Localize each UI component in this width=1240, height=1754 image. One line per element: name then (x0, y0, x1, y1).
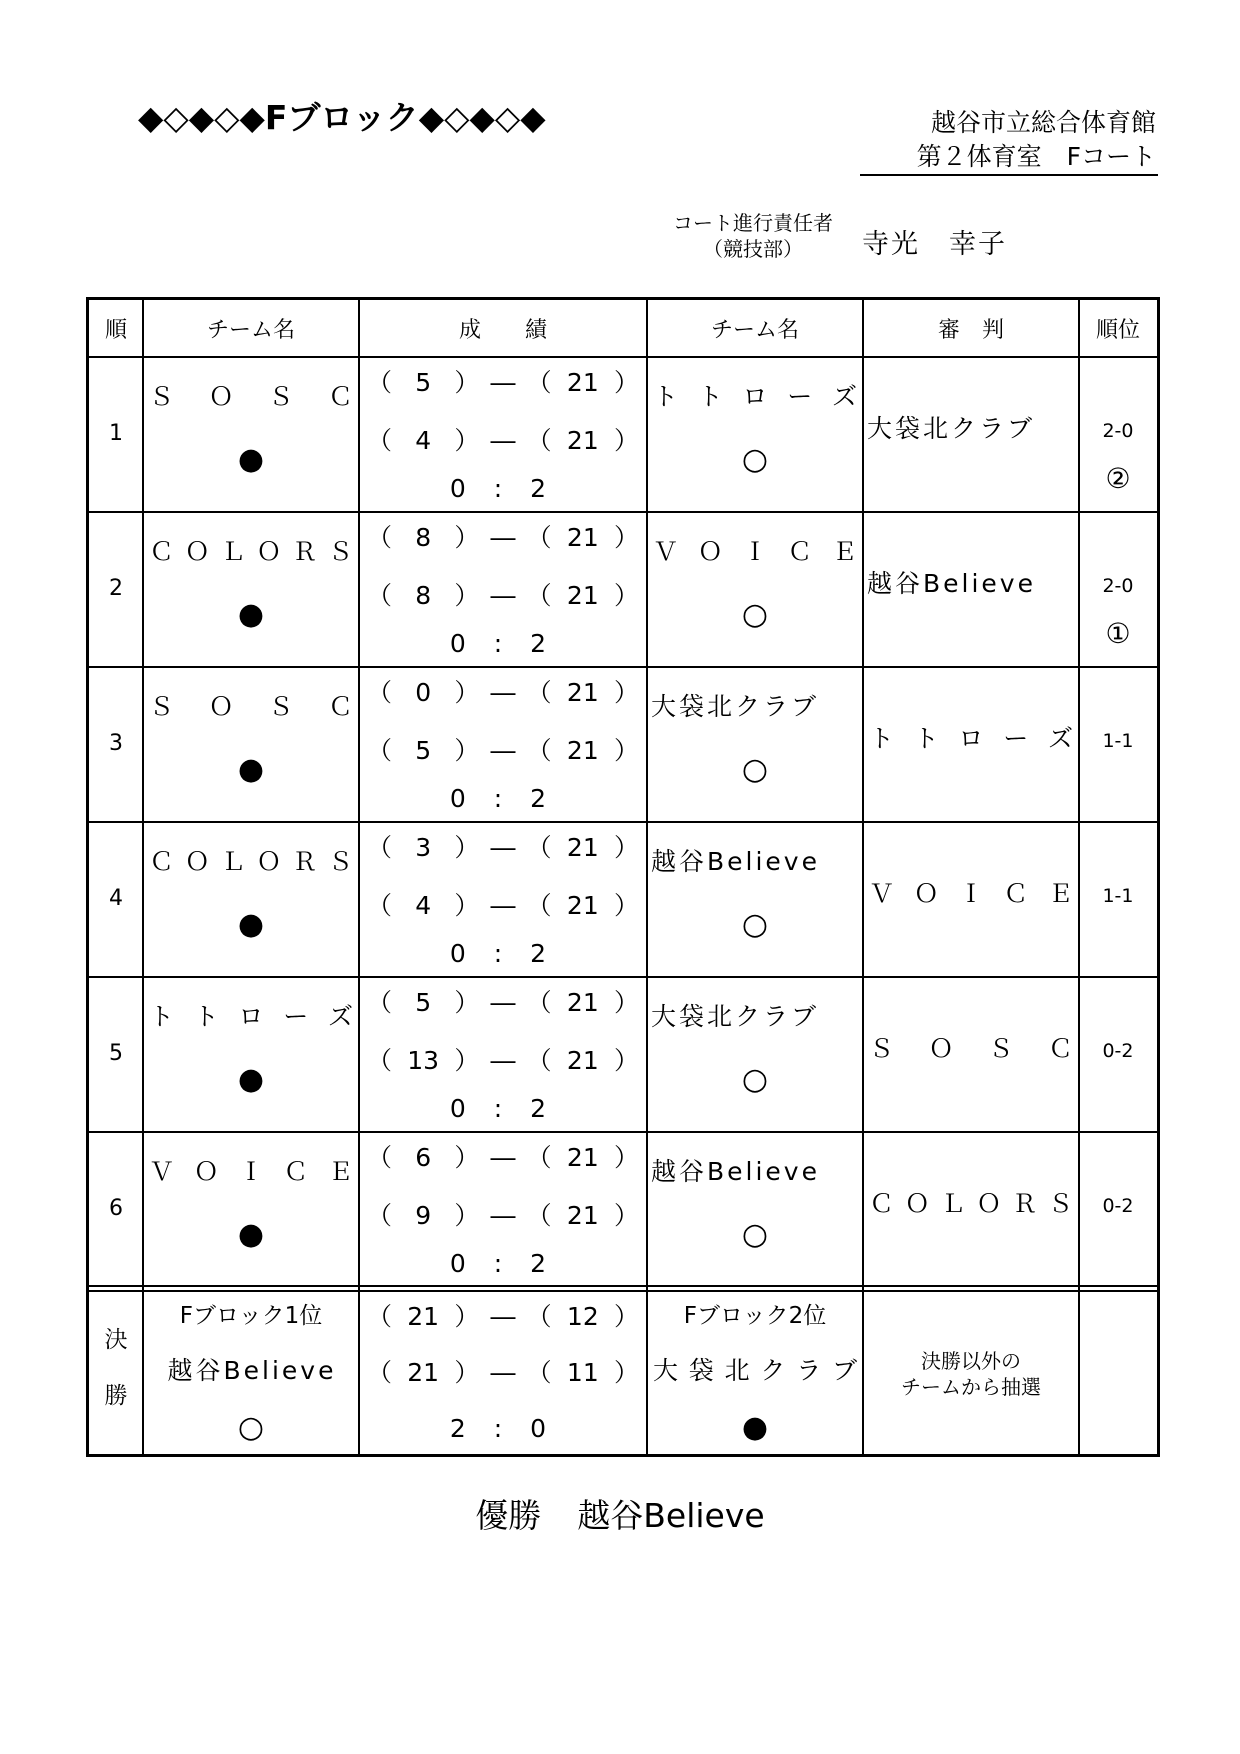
score-punct: ） (454, 1201, 480, 1230)
team-b-name: 越谷Believe (651, 847, 820, 876)
team-b-name-char: ト (653, 382, 679, 411)
block-title: ◆◇◆◇◆Fブロック◆◇◆◇◆ (138, 98, 546, 137)
score-punct: （ (526, 368, 552, 397)
final-team-a-name: 越谷Believe (167, 1356, 337, 1385)
score-punct: （ (367, 1302, 393, 1331)
team-b-name-char: Ｃ (787, 537, 813, 566)
score-punct: ― (490, 678, 516, 707)
score-punct: （ (526, 426, 552, 455)
match-number-cell (89, 666, 143, 821)
score-cell (359, 821, 647, 976)
match-result: 0 : 2 (449, 784, 557, 813)
score-punct: ） (613, 426, 639, 455)
score-punct: （ (367, 523, 393, 552)
score-punct: （ (526, 736, 552, 765)
rank-record: 0-2 (1102, 1195, 1134, 1217)
team-a-name (149, 1157, 353, 1187)
referee-name-char: Ｓ (869, 1034, 895, 1063)
score-punct: ） (613, 523, 639, 552)
rank-cell (1079, 1131, 1157, 1286)
set-points: 12 (566, 1302, 599, 1331)
set-points: 21 (566, 891, 599, 920)
set-points: 21 (566, 426, 599, 455)
score-punct: （ (367, 833, 393, 862)
score-punct: （ (367, 426, 393, 455)
score-punct: ） (454, 988, 480, 1017)
final-team-a-cell (143, 1290, 359, 1454)
score-punct: ） (613, 368, 639, 397)
score-punct: ） (613, 891, 639, 920)
set-points: 4 (415, 891, 432, 920)
score-punct: （ (367, 678, 393, 707)
team-a-name-char: Ｃ (149, 847, 175, 876)
score-punct: ） (613, 1143, 639, 1172)
score-punct: ） (454, 523, 480, 552)
header-order: 順 (104, 317, 127, 343)
score-punct: （ (526, 988, 552, 1017)
team-a-name-char: Ｏ (184, 847, 210, 876)
set-points: 21 (566, 988, 599, 1017)
score-punct: ） (454, 1046, 480, 1075)
score-punct: （ (526, 581, 552, 610)
final-team-b-mark: ● (741, 1410, 769, 1445)
champion-line (0, 1490, 1240, 1537)
set-points: 3 (415, 833, 432, 862)
rank-record: 0-2 (1102, 1040, 1134, 1062)
score-punct: （ (367, 891, 393, 920)
team-a-name-char: ト (193, 1002, 219, 1031)
header-score: 成 績 (458, 317, 547, 343)
rank-record: 2-0 (1102, 420, 1134, 442)
final-team-b-name-char: ラ (796, 1356, 822, 1385)
responsible-name: 寺光 幸子 (862, 229, 1007, 260)
referee-name (869, 1034, 1073, 1064)
final-label-top: 決 (104, 1327, 128, 1353)
set-score (367, 988, 639, 1018)
match-number-cell (89, 356, 143, 511)
referee-name (869, 724, 1073, 754)
match-result: 0 : 2 (449, 629, 557, 658)
team-a-name-char: Ｓ (149, 382, 175, 411)
score-punct: （ (526, 1302, 552, 1331)
team-b-name (653, 537, 857, 567)
score-punct: ― (490, 1143, 516, 1172)
team-b-cell (647, 1131, 863, 1286)
match-result: 0 : 2 (449, 474, 557, 503)
final-result: 2 : 0 (449, 1414, 557, 1443)
score-punct: ） (454, 581, 480, 610)
referee-name-char: Ｏ (904, 1189, 930, 1218)
team-a-name-char: Ｉ (238, 1157, 264, 1186)
team-b-mark: ○ (741, 442, 769, 477)
set-score (367, 581, 639, 611)
referee-name-char: Ｃ (1047, 1034, 1073, 1063)
results-table (86, 297, 1160, 1457)
score-punct: ） (613, 1046, 639, 1075)
team-a-name-char: Ｃ (283, 1157, 309, 1186)
team-b-name-char: Ｉ (742, 537, 768, 566)
team-a-name-char: Ｏ (208, 692, 234, 721)
score-punct: ） (613, 1358, 639, 1387)
rank-cell (1079, 511, 1157, 666)
referee-name-char: Ｓ (988, 1034, 1014, 1063)
team-a-name-char: Ｏ (208, 382, 234, 411)
venue-underline (860, 174, 1158, 176)
set-points: 13 (407, 1046, 440, 1075)
score-punct: ― (490, 891, 516, 920)
score-punct: （ (367, 1046, 393, 1075)
score-punct: ） (454, 1143, 480, 1172)
team-a-cell (143, 511, 359, 666)
header-rank: 順位 (1095, 317, 1140, 343)
match-number: 1 (109, 421, 123, 446)
match-number-cell (89, 976, 143, 1131)
team-a-mark: ● (237, 442, 265, 477)
score-punct: ） (613, 833, 639, 862)
referee-name-char: Ｏ (928, 1034, 954, 1063)
team-a-cell (143, 976, 359, 1131)
referee-name-char: Ｌ (940, 1189, 966, 1218)
team-a-name-char: Ｃ (327, 382, 353, 411)
rank-cell (1079, 821, 1157, 976)
set-points: 21 (566, 1143, 599, 1172)
score-punct: ） (454, 833, 480, 862)
venue-name: 越谷市立総合体育館 (930, 108, 1156, 137)
venue-room: 第２体育室 Fコート (916, 142, 1156, 171)
team-b-mark: ○ (741, 597, 769, 632)
responsible-label-title: コート進行責任者 (673, 211, 833, 235)
set-points: 21 (566, 678, 599, 707)
team-b-mark: ○ (741, 907, 769, 942)
team-b-name-char: ロ (742, 382, 768, 411)
score-punct: ） (613, 1201, 639, 1230)
team-a-name-char: Ｓ (327, 537, 353, 566)
referee-name: 大袋北クラブ (867, 414, 1036, 443)
team-a-name (149, 847, 353, 877)
score-punct: ― (490, 426, 516, 455)
score-punct: （ (526, 1201, 552, 1230)
referee-name-char: Ｃ (869, 1189, 895, 1218)
team-b-cell (647, 511, 863, 666)
final-team-b-name-char: 袋 (688, 1356, 714, 1385)
team-a-cell (143, 356, 359, 511)
referee-name-char: ト (869, 724, 895, 753)
set-score (367, 523, 639, 553)
score-punct: （ (367, 1143, 393, 1172)
match-number-cell (89, 1131, 143, 1286)
set-score (367, 678, 639, 708)
team-b-name: 大袋北クラブ (651, 1002, 820, 1031)
team-a-name-char: Ｓ (149, 692, 175, 721)
set-points: 8 (415, 581, 432, 610)
score-punct: ） (454, 678, 480, 707)
team-a-mark: ● (237, 907, 265, 942)
team-a-name-char: Ｏ (193, 1157, 219, 1186)
set-score (367, 833, 639, 863)
team-b-mark: ○ (741, 752, 769, 787)
score-punct: ） (613, 581, 639, 610)
set-points: 6 (415, 1143, 432, 1172)
set-points: 21 (566, 736, 599, 765)
score-punct: ― (490, 988, 516, 1017)
venue (860, 106, 1156, 174)
score-punct: ― (490, 1358, 516, 1387)
score-punct: ― (490, 833, 516, 862)
score-punct: （ (526, 1046, 552, 1075)
final-team-b-cell (647, 1290, 863, 1454)
rank-place: ① (1105, 617, 1131, 650)
set-points: 8 (415, 523, 432, 552)
referee-name-char: Ｏ (913, 879, 939, 908)
final-team-a-mark: ○ (237, 1410, 265, 1445)
set-score (367, 1358, 639, 1388)
score-punct: ― (490, 581, 516, 610)
set-points: 21 (566, 1201, 599, 1230)
team-a-name-char: Ｃ (327, 692, 353, 721)
responsible-label (648, 210, 858, 262)
referee-name-char: Ｏ (976, 1189, 1002, 1218)
final-team-b-name-char: ク (760, 1356, 786, 1385)
referee-name-char: Ｉ (958, 879, 984, 908)
rank-cell (1079, 356, 1157, 511)
header-team-b: チーム名 (710, 317, 799, 343)
team-a-mark: ● (237, 752, 265, 787)
team-a-name-char: ズ (327, 1002, 353, 1031)
score-punct: （ (526, 1143, 552, 1172)
match-number: 2 (109, 576, 123, 601)
set-points: 21 (566, 581, 599, 610)
final-team-a-seed: Fブロック1位 (179, 1303, 323, 1329)
referee-name-char: Ｅ (1047, 879, 1073, 908)
rank-record: 1-1 (1102, 730, 1134, 752)
header-referee: 審 判 (937, 317, 1004, 343)
set-points: 4 (415, 426, 432, 455)
set-score (367, 1046, 639, 1076)
final-referee-cell (863, 1290, 1079, 1454)
final-team-b-name (653, 1356, 857, 1386)
rank-record: 1-1 (1102, 885, 1134, 907)
set-score (367, 1143, 639, 1173)
match-number: 3 (109, 731, 123, 756)
referee-cell (863, 1131, 1079, 1286)
match-number-cell (89, 821, 143, 976)
final-referee-line1: 決勝以外の (921, 1349, 1021, 1373)
team-b-name-char: ー (787, 382, 813, 411)
match-result: 0 : 2 (449, 1249, 557, 1278)
referee-name-char: ロ (958, 724, 984, 753)
team-a-name-char: Ｌ (220, 847, 246, 876)
team-a-mark: ● (237, 1062, 265, 1097)
score-punct: ） (454, 368, 480, 397)
team-b-name-char: Ｖ (653, 537, 679, 566)
score-punct: （ (367, 736, 393, 765)
team-b-name-char: ズ (831, 382, 857, 411)
score-punct: （ (526, 523, 552, 552)
team-a-name-char: ト (149, 1002, 175, 1031)
referee-cell (863, 511, 1079, 666)
score-punct: ） (613, 736, 639, 765)
rank-place: ② (1105, 462, 1131, 495)
score-punct: （ (526, 678, 552, 707)
team-b-name-char: Ｏ (697, 537, 723, 566)
match-result: 0 : 2 (449, 1094, 557, 1123)
score-punct: （ (367, 988, 393, 1017)
referee-cell (863, 666, 1079, 821)
set-points: 21 (566, 833, 599, 862)
score-cell (359, 976, 647, 1131)
team-a-name-char: Ｌ (220, 537, 246, 566)
team-a-name-char: Ｓ (327, 847, 353, 876)
score-punct: （ (367, 581, 393, 610)
team-a-name-char: Ｓ (268, 382, 294, 411)
set-score (367, 426, 639, 456)
score-punct: ） (613, 1302, 639, 1331)
team-a-name (149, 537, 353, 567)
score-punct: （ (526, 833, 552, 862)
team-b-cell (647, 821, 863, 976)
rank-cell (1079, 976, 1157, 1131)
set-score (367, 891, 639, 921)
set-points: 5 (415, 368, 432, 397)
team-b-cell (647, 976, 863, 1131)
score-punct: ― (490, 368, 516, 397)
set-points: 21 (407, 1302, 440, 1331)
set-score (367, 368, 639, 398)
team-a-name (149, 692, 353, 722)
match-number-cell (89, 511, 143, 666)
team-b-name: 越谷Believe (651, 1157, 820, 1186)
score-punct: ） (454, 736, 480, 765)
referee-cell (863, 356, 1079, 511)
set-points: 21 (407, 1358, 440, 1387)
responsible-label-dept: （競技部） (703, 237, 803, 261)
team-a-cell (143, 1131, 359, 1286)
team-a-name-char: Ｒ (292, 847, 318, 876)
set-points: 0 (415, 678, 432, 707)
team-a-name (149, 1002, 353, 1032)
match-number: 5 (109, 1041, 123, 1066)
team-a-name-char: Ｏ (184, 537, 210, 566)
referee-name (869, 1189, 1073, 1219)
match-number: 6 (109, 1196, 123, 1221)
score-cell (359, 511, 647, 666)
score-punct: （ (367, 1201, 393, 1230)
team-a-name-char: Ｃ (149, 537, 175, 566)
set-score (367, 736, 639, 766)
referee-name-char: Ｒ (1012, 1189, 1038, 1218)
score-punct: （ (526, 891, 552, 920)
team-a-name-char: Ｖ (149, 1157, 175, 1186)
final-team-b-name-char: 大 (653, 1356, 679, 1385)
set-points: 11 (566, 1358, 599, 1387)
referee-name-char: Ｖ (869, 879, 895, 908)
score-punct: ） (454, 891, 480, 920)
score-punct: ― (490, 523, 516, 552)
set-points: 21 (566, 368, 599, 397)
score-punct: （ (526, 1358, 552, 1387)
team-a-mark: ● (237, 1217, 265, 1252)
score-cell (359, 356, 647, 511)
final-referee-line2: チームから抽選 (901, 1375, 1041, 1399)
champion-team: 越谷Believe (577, 1496, 765, 1535)
set-score (367, 1302, 639, 1332)
score-punct: ） (613, 988, 639, 1017)
referee-name: 越谷Believe (867, 569, 1036, 598)
team-a-cell (143, 666, 359, 821)
set-score (367, 1201, 639, 1231)
match-result: 0 : 2 (449, 939, 557, 968)
team-a-name-char: ー (283, 1002, 309, 1031)
score-cell (359, 666, 647, 821)
rank-record: 2-0 (1102, 575, 1134, 597)
team-b-cell (647, 666, 863, 821)
score-punct: ― (490, 736, 516, 765)
final-team-b-seed: Fブロック2位 (683, 1303, 827, 1329)
referee-name-char: Ｃ (1003, 879, 1029, 908)
champion-label: 優勝 (475, 1496, 542, 1535)
final-team-b-name-char: ブ (831, 1356, 857, 1385)
referee-name (869, 879, 1073, 909)
team-a-name-char: ロ (238, 1002, 264, 1031)
set-points: 9 (415, 1201, 432, 1230)
referee-name-char: ー (1003, 724, 1029, 753)
header-team-a: チーム名 (206, 317, 295, 343)
referee-cell (863, 821, 1079, 976)
referee-name-char: Ｓ (1047, 1189, 1073, 1218)
team-b-cell (647, 356, 863, 511)
team-a-mark: ● (237, 597, 265, 632)
score-cell (359, 1131, 647, 1286)
referee-name-char: ト (913, 724, 939, 753)
team-a-name-char: Ｓ (268, 692, 294, 721)
match-number: 4 (109, 886, 123, 911)
score-punct: ） (454, 426, 480, 455)
team-a-name-char: Ｅ (327, 1157, 353, 1186)
final-label-bottom: 勝 (104, 1383, 128, 1409)
final-team-b-name-char: 北 (724, 1356, 750, 1385)
team-a-name-char: Ｏ (256, 847, 282, 876)
set-points: 5 (415, 988, 432, 1017)
rank-cell (1079, 666, 1157, 821)
team-a-name (149, 382, 353, 412)
referee-cell (863, 976, 1079, 1131)
referee-name-char: ズ (1047, 724, 1073, 753)
team-b-mark: ○ (741, 1062, 769, 1097)
score-punct: （ (367, 1358, 393, 1387)
final-score-cell (359, 1290, 647, 1454)
team-b-name (653, 382, 857, 412)
team-b-name-char: ト (697, 382, 723, 411)
team-b-name: 大袋北クラブ (651, 692, 820, 721)
team-b-mark: ○ (741, 1217, 769, 1252)
team-a-cell (143, 821, 359, 976)
score-punct: ― (490, 1046, 516, 1075)
score-punct: ） (454, 1358, 480, 1387)
set-points: 5 (415, 736, 432, 765)
team-a-name-char: Ｒ (292, 537, 318, 566)
score-punct: ） (613, 678, 639, 707)
set-points: 21 (566, 523, 599, 552)
score-punct: ― (490, 1201, 516, 1230)
score-punct: （ (367, 368, 393, 397)
team-a-name-char: Ｏ (256, 537, 282, 566)
team-b-name-char: Ｅ (831, 537, 857, 566)
score-punct: ） (454, 1302, 480, 1331)
score-punct: ― (490, 1302, 516, 1331)
set-points: 21 (566, 1046, 599, 1075)
final-label-cell (89, 1290, 143, 1454)
